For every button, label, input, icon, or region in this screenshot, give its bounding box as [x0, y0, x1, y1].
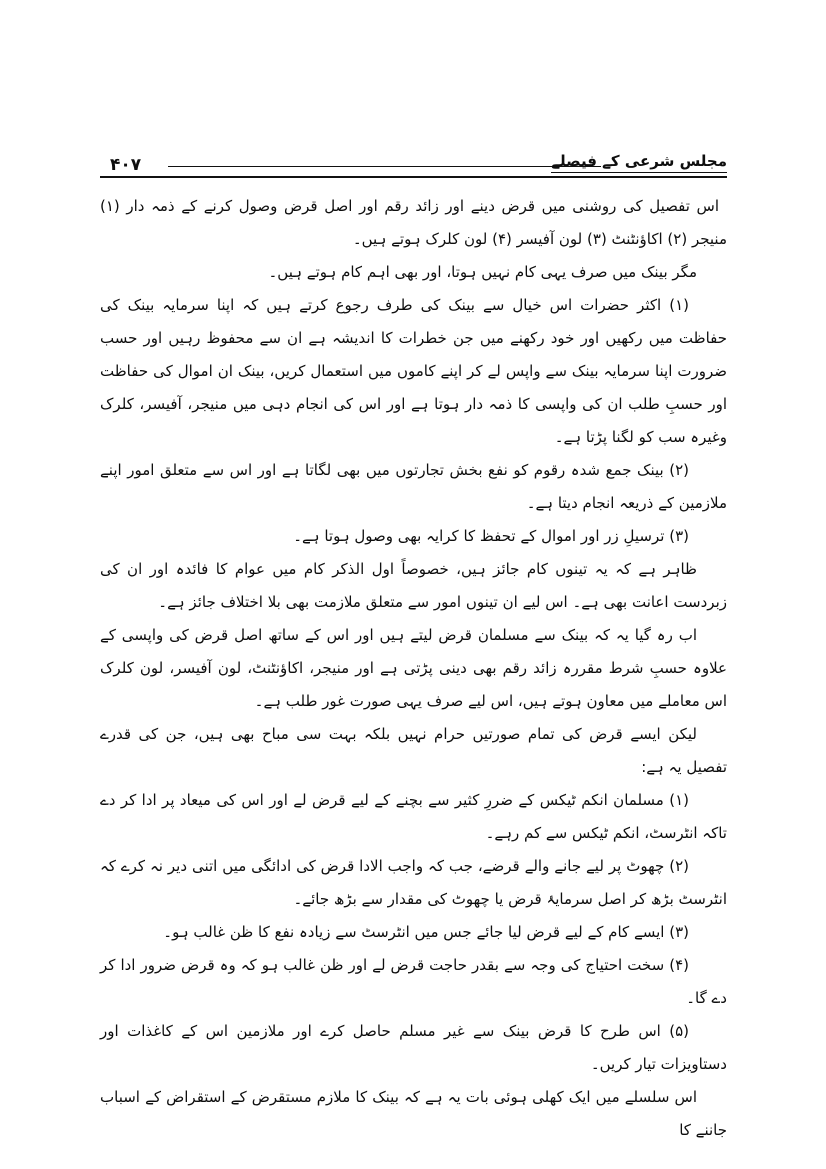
paragraph: (۴) سخت احتیاج کی وجہ سے بقدر حاجت قرض لے اور ظن غالب ہو کہ وہ قرض ضرور ادا کر دے گا۔ — [100, 956, 727, 1007]
paragraph: (۲) بینک جمع شدہ رقوم کو نفع بخش تجارتوں میں بھی لگاتا ہے اور اس سے متعلق امور اپنے ملازمین کے ذریعہ انجام دیتا ہے۔ — [100, 461, 727, 512]
paragraph: (۱) مسلمان انکم ٹیکس کے ضررِ کثیر سے بچنے کے لیے قرض لے اور اس کی میعاد پر ادا کر دے تاکہ انٹرسٹ، انکم ٹیکس سے کم رہے۔ — [100, 791, 727, 842]
text-block — [100, 190, 727, 1147]
page-number: ۴۰۷ — [110, 155, 142, 175]
header-rule — [168, 166, 601, 167]
paragraph: (۳) ایسے کام کے لیے قرض لیا جائے جس میں انٹرسٹ سے زیادہ نفع کا ظن غالب ہو۔ — [163, 923, 689, 941]
paragraph: (۳) ترسیلِ زر اور اموال کے تحفظ کا کرایہ بھی وصول ہوتا ہے۔ — [293, 527, 689, 545]
paragraph: (۲) چھوٹ پر لیے جانے والے قرضے، جب کہ واجب الادا قرض کی ادائگی میں اتنی دیر نہ کرے کہ انٹرسٹ بڑھ کر اصل سرمایۂ قرض یا چھوٹ کی مقدار سے بڑھ جائے۔ — [100, 857, 727, 908]
paragraph: (۱) اکثر حضرات اس خیال سے بینک کی طرف رجوع کرتے ہیں کہ اپنا سرمایہ بینک کی حفاظت میں رکھیں اور خود رکھنے میں جن خطرات کا اندیشہ ہے ان سے محفوظ رہیں اور حسب ضرورت اپنا سرمایہ بینک سے واپس لے کر اپنے کاموں میں استعمال کریں، بینک ان اموال کی حفاظت اور حسبِ طلب ان کی واپسی کا ذمہ دار ہوتا ہے اور اس کی انجام دہی میں منیجر، آفیسر، کلرک وغیرہ سب کو لگنا پڑتا ہے۔ — [100, 296, 727, 446]
page-header-title: مجلس شرعی کے فیصلے — [551, 152, 727, 173]
paragraph: مگر بینک میں صرف یہی کام نہیں ہوتا، اور بھی اہم کام ہوتے ہیں۔ — [268, 263, 697, 281]
paragraph: اس تفصیل کی روشنی میں قرض دینے اور زائد رقم اور اصل قرض وصول کرنے کے ذمہ دار (۱) منیجر (۲) اکاؤنٹنٹ (۳) لون آفیسر (۴) لون کلرک ہوتے ہیں۔ — [100, 197, 727, 248]
paragraph: (۵) اس طرح کا قرض بینک سے غیر مسلم حاصل کرے اور ملازمین اس کے کاغذات اور دستاویزات تیار کریں۔ — [100, 1022, 727, 1073]
paragraph: اس سلسلے میں ایک کھلی ہوئی بات یہ ہے کہ بینک کا ملازم مستقرض کے استقراض کے اسباب جاننے کا — [100, 1088, 727, 1139]
running-head — [100, 142, 727, 178]
paragraph: اب رہ گیا یہ کہ بینک سے مسلمان قرض لیتے ہیں اور اس کے ساتھ اصل قرض کی واپسی کے علاوہ حسبِ شرط مقررہ زائد رقم بھی دینی پڑتی ہے اور منیجر، اکاؤنٹنٹ، لون آفیسر، لون کلرک اس معاملے میں معاون ہوتے ہیں، اس لیے صرف یہی صورت غور طلب ہے۔ — [100, 626, 727, 710]
paragraph: ظاہر ہے کہ یہ تینوں کام جائز ہیں، خصوصاً اول الذکر کام میں عوام کا فائدہ اور ان کی زبردست اعانت بھی ہے۔ اس لیے ان تینوں امور سے متعلق ملازمت بھی بلا اختلاف جائز ہے۔ — [100, 560, 727, 611]
paragraph: لیکن ایسے قرض کی تمام صورتیں حرام نہیں بلکہ بہت سی مباح بھی ہیں، جن کی قدرے تفصیل یہ ہے: — [100, 725, 727, 776]
